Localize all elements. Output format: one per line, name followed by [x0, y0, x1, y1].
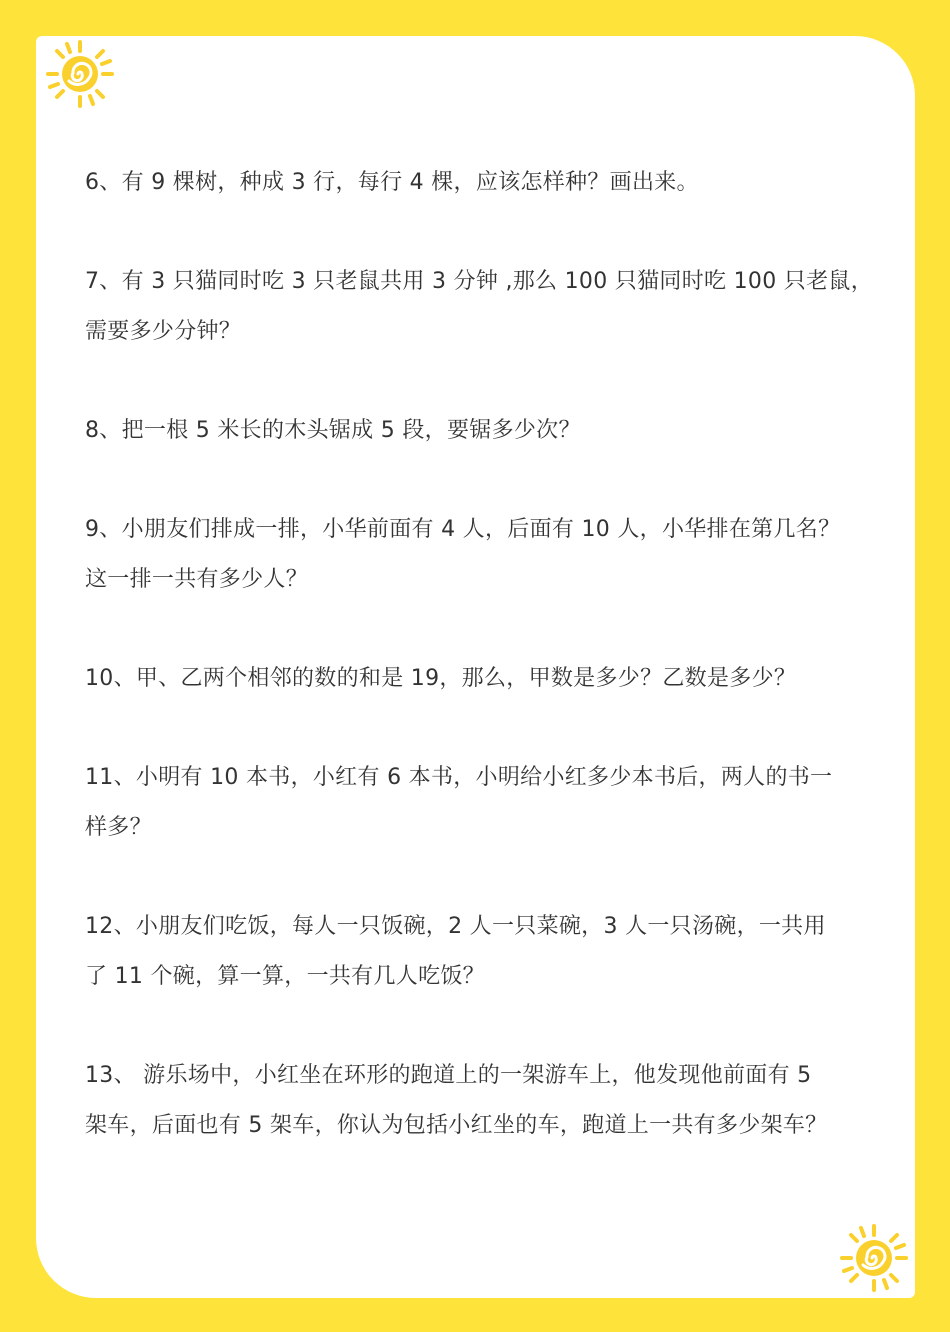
question-12: [85, 902, 885, 1002]
question-list: [85, 158, 885, 1200]
question-line: 样多？: [85, 815, 152, 840]
question-8: [85, 406, 885, 456]
question-line: 9、小朋友们排成一排，小华前面有 4 人，后面有 10 人，小华排在第几名？: [85, 517, 841, 542]
question-line: 8、把一根 5 米长的木头锯成 5 段，要锯多少次？: [85, 418, 581, 443]
question-line: 需要多少分钟？: [85, 319, 242, 344]
question-line: 这一排一共有多少人？: [85, 567, 309, 592]
question-9: [85, 505, 885, 605]
question-line: 6、有 9 棵树，种成 3 行，每行 4 棵，应该怎样种？画出来。: [85, 170, 699, 195]
question-line: 11、小明有 10 本书，小红有 6 本书，小明给小红多少本书后，两人的书一: [85, 765, 833, 790]
question-11: [85, 753, 885, 853]
question-line: 10、甲、乙两个相邻的数的和是 19，那么，甲数是多少？乙数是多少？: [85, 666, 797, 691]
question-7: [85, 257, 885, 357]
question-10: [85, 654, 885, 704]
question-line: 了 11 个碗，算一算，一共有几人吃饭？: [85, 964, 485, 989]
question-6: [85, 158, 885, 208]
sun-icon: [838, 1222, 910, 1294]
sun-icon: [44, 38, 116, 110]
question-line: 架车，后面也有 5 架车，你认为包括小红坐的车，跑道上一共有多少架车？: [85, 1113, 828, 1138]
question-line: 13、 游乐场中，小红坐在环形的跑道上的一架游车上，他发现他前面有 5: [85, 1063, 812, 1088]
question-13: [85, 1051, 885, 1151]
question-line: 7、有 3 只猫同时吃 3 只老鼠共用 3 分钟 ,那么 100 只猫同时吃 100 只老鼠，: [85, 269, 873, 294]
question-line: 12、小朋友们吃饭，每人一只饭碗，2 人一只菜碗，3 人一只汤碗，一共用: [85, 914, 826, 939]
